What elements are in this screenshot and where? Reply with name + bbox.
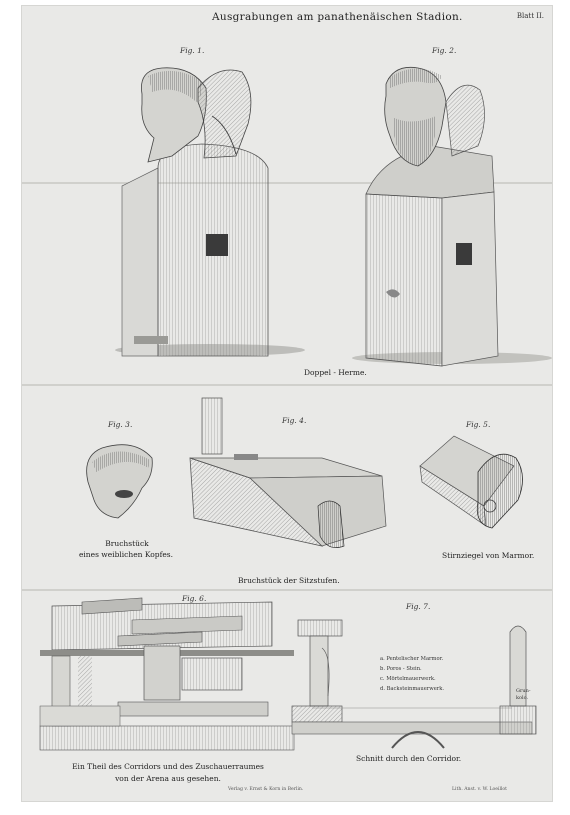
- legend-item-c: c. Mörtelmauerwerk.: [380, 676, 436, 682]
- fig4-label: Fig. 4.: [282, 416, 307, 425]
- fig7-label: Fig. 7.: [406, 602, 431, 611]
- plate-number: Blatt II.: [516, 12, 544, 20]
- fig2-label: Fig. 2.: [432, 46, 457, 55]
- fig6-corridor-view: [40, 598, 294, 750]
- fig1-herm-drawing: [115, 68, 305, 356]
- imprint-publisher: Verlag v. Ernst & Korn in Berlin.: [228, 787, 304, 792]
- fig6-label: Fig. 6.: [182, 594, 207, 603]
- caption-corridor-line1: Ein Theil des Corridors und des Zuschauerraumes: [72, 762, 264, 771]
- fig3-label: Fig. 3.: [108, 420, 133, 429]
- caption-antefix: Stirnziegel von Marmor.: [442, 551, 535, 560]
- fig3-head-fragment: [87, 445, 153, 518]
- caption-seat-fragment: Bruchstück der Sitzstufen.: [238, 576, 340, 585]
- fig5-antefix: [420, 436, 523, 528]
- legend-item-d: d. Backsteinmauerwerk.: [380, 686, 445, 692]
- fig7-legend: [380, 654, 444, 694]
- plate-page: [22, 6, 552, 801]
- imprint-lithographer: Lith. Anst. v. W. Loeillot: [452, 787, 508, 792]
- legend-item-a: a. Pentelischer Marmor.: [380, 656, 444, 662]
- fig7-side-label: Grun- kolo.: [516, 688, 531, 701]
- legend-item-b: b. Poros - Stein.: [380, 666, 422, 672]
- fig1-label: Fig. 1.: [180, 46, 205, 55]
- caption-head-fragment-line1: Bruchstück: [105, 539, 149, 548]
- caption-corridor-line2: von der Arena aus gesehen.: [115, 774, 221, 783]
- plate-illustrations: [22, 6, 552, 801]
- caption-head-fragment-line2: eines weiblichen Kopfes.: [78, 550, 174, 559]
- fig5-label: Fig. 5.: [466, 420, 491, 429]
- plate-title: Ausgrabungen am panathenäischen Stadion.: [212, 11, 463, 23]
- fig2-herm-drawing: [352, 67, 552, 366]
- caption-doppel-herme: Doppel - Herme.: [304, 368, 367, 377]
- caption-section: Schnitt durch den Corridor.: [356, 754, 462, 763]
